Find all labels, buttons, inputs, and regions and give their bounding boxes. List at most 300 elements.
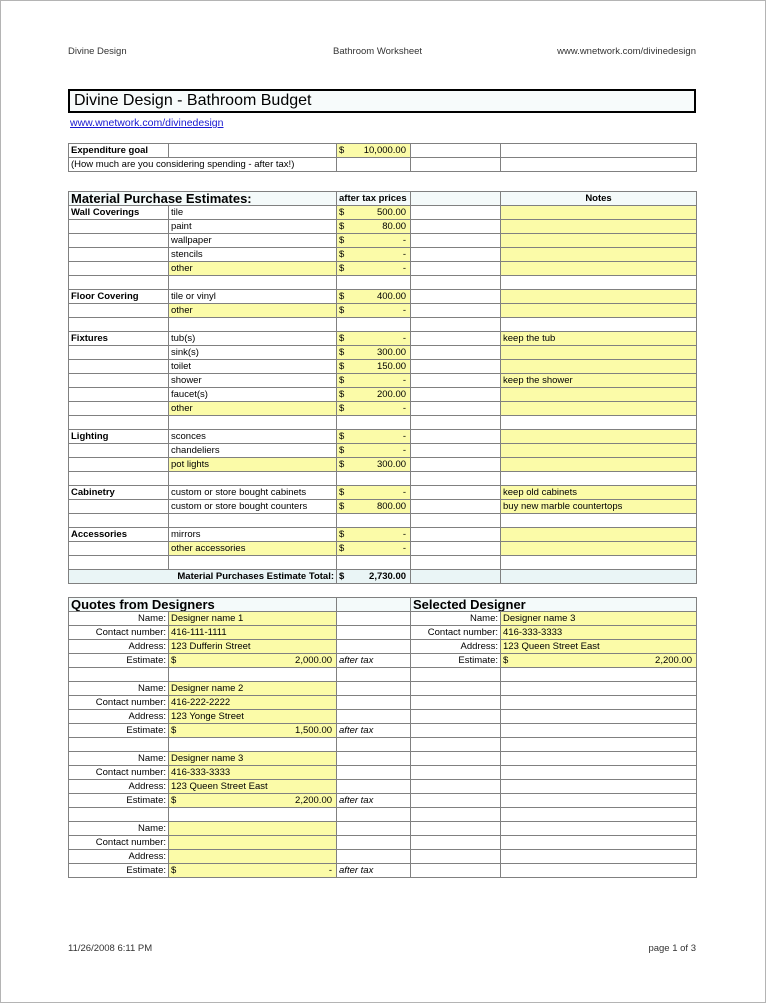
material-item[interactable]: chandeliers bbox=[169, 444, 337, 458]
material-item[interactable]: custom or store bought counters bbox=[169, 500, 337, 514]
material-note[interactable]: keep old cabinets bbox=[501, 486, 697, 500]
material-category-blank bbox=[69, 388, 169, 402]
material-item[interactable]: toilet bbox=[169, 360, 337, 374]
selected-empty-cell bbox=[501, 780, 697, 794]
material-category-blank bbox=[69, 220, 169, 234]
material-price[interactable] bbox=[337, 528, 411, 542]
designer-spacer-row bbox=[69, 668, 697, 682]
currency-symbol: $ bbox=[339, 262, 345, 274]
material-item[interactable]: tile bbox=[169, 206, 337, 220]
material-price-amount: - bbox=[402, 374, 407, 386]
spacer-cell bbox=[411, 416, 501, 430]
selected-empty-cell bbox=[501, 710, 697, 724]
designer-field-row bbox=[69, 640, 697, 654]
material-category: Wall Coverings bbox=[69, 206, 169, 220]
designers-header-spacer bbox=[337, 598, 411, 612]
selected-empty-cell bbox=[501, 836, 697, 850]
designer-name-value[interactable] bbox=[169, 822, 337, 836]
material-item[interactable]: tub(s) bbox=[169, 332, 337, 346]
currency-symbol: $ bbox=[171, 794, 177, 806]
material-note[interactable] bbox=[501, 346, 697, 360]
material-price-amount: 400.00 bbox=[376, 290, 407, 302]
designer-address-value[interactable]: 123 Dufferin Street bbox=[169, 640, 337, 654]
spacer-cell bbox=[169, 276, 337, 290]
material-price[interactable] bbox=[337, 262, 411, 276]
designers-mid-spacer bbox=[337, 836, 411, 850]
designer-field-row bbox=[69, 724, 697, 738]
notes-column-header: Notes bbox=[501, 192, 697, 206]
spacer-cell bbox=[69, 472, 169, 486]
designer-name-label: Name: bbox=[69, 612, 169, 626]
material-category-blank bbox=[69, 360, 169, 374]
expenditure-goal-amount: 10,000.00 bbox=[363, 144, 406, 156]
currency-symbol: $ bbox=[339, 458, 345, 470]
material-price[interactable] bbox=[337, 360, 411, 374]
material-category-blank bbox=[69, 346, 169, 360]
designer-contact-value[interactable]: 416-333-3333 bbox=[169, 766, 337, 780]
material-price[interactable] bbox=[337, 248, 411, 262]
material-total-spacer-2 bbox=[501, 570, 697, 584]
material-price[interactable] bbox=[337, 402, 411, 416]
currency-symbol: $ bbox=[339, 528, 345, 540]
after-tax-label: after tax bbox=[337, 864, 411, 878]
designer-field-row bbox=[69, 612, 697, 626]
currency-symbol: $ bbox=[171, 724, 177, 736]
material-row bbox=[69, 304, 697, 318]
material-item[interactable]: other accessories bbox=[169, 542, 337, 556]
designer-contact-value[interactable]: 416-222-2222 bbox=[169, 696, 337, 710]
designers-mid-spacer bbox=[337, 766, 411, 780]
designer-estimate-label: Estimate: bbox=[69, 794, 169, 808]
material-category-blank bbox=[69, 304, 169, 318]
designer-estimate-value-amount: - bbox=[328, 864, 333, 876]
material-category: Fixtures bbox=[69, 332, 169, 346]
material-price-amount: 300.00 bbox=[376, 346, 407, 358]
material-row bbox=[69, 402, 697, 416]
material-spacer bbox=[411, 248, 501, 262]
designer-field-row bbox=[69, 654, 697, 668]
material-price[interactable] bbox=[337, 542, 411, 556]
after-tax-label: after tax bbox=[337, 794, 411, 808]
selected-designer-title: Selected Designer bbox=[411, 598, 697, 612]
selected-empty-cell bbox=[411, 724, 501, 738]
designer-spacer-row bbox=[69, 738, 697, 752]
page-title bbox=[68, 89, 696, 113]
designer-estimate-label: Estimate: bbox=[69, 654, 169, 668]
designer-contact-label: Contact number: bbox=[69, 836, 169, 850]
currency-symbol: $ bbox=[339, 374, 345, 386]
selected-estimate-value-amount: 2,200.00 bbox=[655, 654, 693, 666]
designers-mid-spacer bbox=[337, 822, 411, 836]
material-price-amount: - bbox=[402, 304, 407, 316]
designer-estimate-value[interactable] bbox=[169, 794, 337, 808]
material-price-amount: - bbox=[402, 262, 407, 274]
material-spacer-row bbox=[69, 472, 697, 486]
material-item[interactable]: paint bbox=[169, 220, 337, 234]
selected-empty-cell bbox=[411, 836, 501, 850]
designer-field-row bbox=[69, 626, 697, 640]
spacer-cell bbox=[411, 318, 501, 332]
designers-mid-spacer bbox=[337, 710, 411, 724]
currency-symbol: $ bbox=[339, 486, 345, 498]
designer-address-label: Address: bbox=[69, 780, 169, 794]
material-row bbox=[69, 500, 697, 514]
designer-address-value[interactable]: 123 Yonge Street bbox=[169, 710, 337, 724]
designer-field-row bbox=[69, 766, 697, 780]
currency-symbol: $ bbox=[339, 346, 345, 358]
material-category-blank bbox=[69, 444, 169, 458]
designer-name-value[interactable]: Designer name 2 bbox=[169, 682, 337, 696]
designer-contact-label: Contact number: bbox=[69, 626, 169, 640]
designers-mid-spacer bbox=[337, 612, 411, 626]
table-row bbox=[69, 144, 697, 158]
material-spacer bbox=[411, 220, 501, 234]
designer-address-value[interactable]: 123 Queen Street East bbox=[169, 780, 337, 794]
spacer-cell bbox=[69, 668, 169, 682]
designer-estimate-value-amount: 1,500.00 bbox=[295, 724, 333, 736]
material-note[interactable] bbox=[501, 262, 697, 276]
expenditure-goal-label: Expenditure goal bbox=[69, 144, 169, 158]
spacer-cell bbox=[411, 276, 501, 290]
material-price[interactable] bbox=[337, 220, 411, 234]
material-price[interactable] bbox=[337, 388, 411, 402]
selected-address-value[interactable]: 123 Queen Street East bbox=[501, 640, 697, 654]
material-category-blank bbox=[69, 500, 169, 514]
currency-symbol: $ bbox=[339, 304, 345, 316]
material-item[interactable]: custom or store bought cabinets bbox=[169, 486, 337, 500]
material-price-amount: - bbox=[402, 402, 407, 414]
material-spacer bbox=[411, 444, 501, 458]
designers-mid-spacer bbox=[337, 682, 411, 696]
designer-field-row bbox=[69, 752, 697, 766]
selected-empty-cell bbox=[411, 766, 501, 780]
spacer-cell bbox=[411, 472, 501, 486]
material-spacer-row bbox=[69, 318, 697, 332]
currency-symbol: $ bbox=[339, 542, 345, 554]
designer-name-label: Name: bbox=[69, 752, 169, 766]
material-spacer bbox=[411, 360, 501, 374]
selected-empty-cell bbox=[501, 822, 697, 836]
material-spacer bbox=[411, 234, 501, 248]
spacer-cell bbox=[69, 318, 169, 332]
designer-address-label: Address: bbox=[69, 710, 169, 724]
spacer-cell bbox=[69, 738, 169, 752]
material-price[interactable] bbox=[337, 430, 411, 444]
selected-empty-cell bbox=[411, 850, 501, 864]
spacer-cell bbox=[69, 416, 169, 430]
material-note[interactable]: keep the tub bbox=[501, 332, 697, 346]
selected-estimate-label: Estimate: bbox=[411, 654, 501, 668]
spacer-cell bbox=[501, 808, 697, 822]
material-spacer bbox=[411, 346, 501, 360]
designer-estimate-value[interactable] bbox=[169, 654, 337, 668]
designers-mid-spacer bbox=[337, 640, 411, 654]
material-note[interactable] bbox=[501, 248, 697, 262]
selected-estimate-value[interactable] bbox=[501, 654, 697, 668]
spacer-cell bbox=[411, 738, 501, 752]
material-price-amount: 300.00 bbox=[376, 458, 407, 470]
designers-table bbox=[68, 597, 697, 878]
print-header-middle: Bathroom Worksheet bbox=[333, 46, 423, 57]
selected-empty-cell bbox=[411, 822, 501, 836]
currency-symbol: $ bbox=[339, 430, 345, 442]
expenditure-empty-cell-4 bbox=[411, 158, 501, 172]
material-spacer bbox=[411, 206, 501, 220]
material-note[interactable] bbox=[501, 388, 697, 402]
currency-symbol: $ bbox=[339, 570, 345, 582]
designer-estimate-value[interactable] bbox=[169, 864, 337, 878]
material-total-spacer bbox=[411, 570, 501, 584]
selected-empty-cell bbox=[501, 766, 697, 780]
designer-field-row bbox=[69, 822, 697, 836]
material-price[interactable] bbox=[337, 304, 411, 318]
material-total-label: Material Purchases Estimate Total: bbox=[69, 570, 337, 584]
currency-symbol: $ bbox=[339, 444, 345, 456]
material-spacer-row bbox=[69, 556, 697, 570]
spacer-cell bbox=[69, 514, 169, 528]
spacer-cell bbox=[337, 276, 411, 290]
spacer-cell bbox=[169, 738, 337, 752]
spacer-cell bbox=[501, 668, 697, 682]
material-note[interactable]: keep the shower bbox=[501, 374, 697, 388]
print-header bbox=[68, 46, 696, 57]
designer-contact-value[interactable] bbox=[169, 836, 337, 850]
selected-contact-value[interactable]: 416-333-3333 bbox=[501, 626, 697, 640]
material-note[interactable] bbox=[501, 444, 697, 458]
designer-name-label: Name: bbox=[69, 822, 169, 836]
expenditure-goal-value-cell[interactable] bbox=[337, 144, 411, 158]
material-spacer bbox=[411, 262, 501, 276]
designer-name-value[interactable]: Designer name 3 bbox=[169, 752, 337, 766]
material-row bbox=[69, 206, 697, 220]
material-item[interactable]: tile or vinyl bbox=[169, 290, 337, 304]
material-item[interactable]: shower bbox=[169, 374, 337, 388]
expenditure-goal-spacer bbox=[169, 144, 337, 158]
material-price-amount: - bbox=[402, 234, 407, 246]
spacer-cell bbox=[411, 556, 501, 570]
material-total-amount bbox=[337, 570, 411, 584]
spacer-cell bbox=[337, 472, 411, 486]
selected-empty-cell bbox=[501, 682, 697, 696]
material-spacer bbox=[411, 374, 501, 388]
material-row bbox=[69, 346, 697, 360]
material-category-blank bbox=[69, 542, 169, 556]
material-row bbox=[69, 234, 697, 248]
material-title: Material Purchase Estimates: bbox=[69, 192, 337, 206]
designer-name-value[interactable]: Designer name 1 bbox=[169, 612, 337, 626]
material-price[interactable] bbox=[337, 290, 411, 304]
print-header-right: www.wnetwork.com/divinedesign bbox=[557, 46, 696, 57]
material-price[interactable] bbox=[337, 486, 411, 500]
material-price-amount: 80.00 bbox=[382, 220, 407, 232]
designer-contact-label: Contact number: bbox=[69, 696, 169, 710]
designers-mid-spacer bbox=[337, 850, 411, 864]
print-footer bbox=[68, 943, 696, 954]
material-price-amount: - bbox=[402, 332, 407, 344]
designer-field-row bbox=[69, 850, 697, 864]
material-row bbox=[69, 290, 697, 304]
material-spacer bbox=[411, 500, 501, 514]
price-column-header-spacer bbox=[411, 192, 501, 206]
material-spacer bbox=[411, 388, 501, 402]
designer-contact-label: Contact number: bbox=[69, 766, 169, 780]
material-item[interactable]: other bbox=[169, 262, 337, 276]
material-row bbox=[69, 458, 697, 472]
material-estimates-table bbox=[68, 191, 697, 584]
material-item[interactable]: sink(s) bbox=[169, 346, 337, 360]
designer-estimate-value[interactable] bbox=[169, 724, 337, 738]
material-note[interactable] bbox=[501, 304, 697, 318]
currency-symbol: $ bbox=[339, 220, 345, 232]
print-header-left: Divine Design bbox=[68, 46, 127, 57]
currency-symbol: $ bbox=[171, 864, 177, 876]
spacer-cell bbox=[501, 416, 697, 430]
designer-contact-value[interactable]: 416-111-1111 bbox=[169, 626, 337, 640]
material-row bbox=[69, 220, 697, 234]
material-row bbox=[69, 360, 697, 374]
material-price-amount: - bbox=[402, 444, 407, 456]
material-item[interactable]: other bbox=[169, 304, 337, 318]
currency-symbol: $ bbox=[339, 144, 345, 156]
spacer-cell bbox=[501, 318, 697, 332]
material-price-amount: - bbox=[402, 528, 407, 540]
material-row bbox=[69, 248, 697, 262]
spacer-cell bbox=[501, 514, 697, 528]
material-price[interactable] bbox=[337, 500, 411, 514]
designers-mid-spacer bbox=[337, 626, 411, 640]
spacer-cell bbox=[337, 318, 411, 332]
material-category-blank bbox=[69, 458, 169, 472]
material-note[interactable] bbox=[501, 220, 697, 234]
material-item[interactable]: other bbox=[169, 402, 337, 416]
designer-spacer-row bbox=[69, 808, 697, 822]
designer-address-label: Address: bbox=[69, 850, 169, 864]
selected-empty-cell bbox=[411, 864, 501, 878]
spacer-cell bbox=[169, 318, 337, 332]
selected-empty-cell bbox=[411, 794, 501, 808]
selected-contact-label: Contact number: bbox=[411, 626, 501, 640]
material-note[interactable]: buy new marble countertops bbox=[501, 500, 697, 514]
designer-field-row bbox=[69, 836, 697, 850]
material-category: Floor Covering bbox=[69, 290, 169, 304]
spacer-cell bbox=[69, 808, 169, 822]
spacer-cell bbox=[501, 276, 697, 290]
spacer-cell bbox=[169, 514, 337, 528]
material-note[interactable] bbox=[501, 290, 697, 304]
material-item[interactable]: stencils bbox=[169, 248, 337, 262]
material-price[interactable] bbox=[337, 234, 411, 248]
after-tax-label: after tax bbox=[337, 654, 411, 668]
material-note[interactable] bbox=[501, 234, 697, 248]
expenditure-goal-note: (How much are you considering spending - after tax!) bbox=[69, 158, 337, 172]
spacer-cell bbox=[337, 668, 411, 682]
spacer-cell bbox=[69, 276, 169, 290]
material-note[interactable] bbox=[501, 430, 697, 444]
table-row bbox=[69, 158, 697, 172]
material-price-amount: 150.00 bbox=[376, 360, 407, 372]
material-item[interactable]: pot lights bbox=[169, 458, 337, 472]
material-price-amount: 500.00 bbox=[376, 206, 407, 218]
material-note[interactable] bbox=[501, 360, 697, 374]
material-category-blank bbox=[69, 262, 169, 276]
page-title-text: Divine Design - Bathroom Budget bbox=[74, 92, 312, 109]
spacer-cell bbox=[169, 416, 337, 430]
designer-field-row bbox=[69, 780, 697, 794]
designer-field-row bbox=[69, 682, 697, 696]
selected-empty-cell bbox=[411, 780, 501, 794]
selected-empty-cell bbox=[411, 752, 501, 766]
designer-estimate-label: Estimate: bbox=[69, 724, 169, 738]
material-note[interactable] bbox=[501, 542, 697, 556]
material-row bbox=[69, 430, 697, 444]
expenditure-empty-cell-3 bbox=[337, 158, 411, 172]
material-note[interactable] bbox=[501, 402, 697, 416]
material-item[interactable]: mirrors bbox=[169, 528, 337, 542]
spacer-cell bbox=[337, 556, 411, 570]
material-category-blank bbox=[69, 248, 169, 262]
spacer-cell bbox=[337, 808, 411, 822]
designer-estimate-value-amount: 2,200.00 bbox=[295, 794, 333, 806]
selected-empty-cell bbox=[501, 752, 697, 766]
spacer-cell bbox=[169, 556, 337, 570]
expenditure-goal-table bbox=[68, 143, 697, 172]
material-price[interactable] bbox=[337, 458, 411, 472]
quotes-title: Quotes from Designers bbox=[69, 598, 337, 612]
material-note[interactable] bbox=[501, 206, 697, 220]
material-price[interactable] bbox=[337, 332, 411, 346]
material-spacer bbox=[411, 402, 501, 416]
material-item[interactable]: wallpaper bbox=[169, 234, 337, 248]
material-item[interactable]: sconces bbox=[169, 430, 337, 444]
material-price[interactable] bbox=[337, 346, 411, 360]
selected-address-label: Address: bbox=[411, 640, 501, 654]
spacer-cell bbox=[337, 514, 411, 528]
spacer-cell bbox=[501, 472, 697, 486]
currency-symbol: $ bbox=[339, 234, 345, 246]
material-row bbox=[69, 486, 697, 500]
selected-name-label: Name: bbox=[411, 612, 501, 626]
currency-symbol: $ bbox=[339, 500, 345, 512]
material-price[interactable] bbox=[337, 206, 411, 220]
spacer-cell bbox=[411, 668, 501, 682]
designer-address-label: Address: bbox=[69, 640, 169, 654]
material-category-blank bbox=[69, 374, 169, 388]
material-price[interactable] bbox=[337, 444, 411, 458]
spacer-cell bbox=[169, 668, 337, 682]
selected-name-value[interactable]: Designer name 3 bbox=[501, 612, 697, 626]
after-tax-label: after tax bbox=[337, 724, 411, 738]
designer-address-value[interactable] bbox=[169, 850, 337, 864]
expenditure-empty-cell-2 bbox=[501, 144, 697, 158]
expenditure-empty-cell-1 bbox=[411, 144, 501, 158]
material-price[interactable] bbox=[337, 374, 411, 388]
material-note[interactable] bbox=[501, 528, 697, 542]
material-total-amount-amount: 2,730.00 bbox=[369, 570, 407, 582]
material-row bbox=[69, 388, 697, 402]
designer-field-row bbox=[69, 794, 697, 808]
website-link[interactable]: www.wnetwork.com/divinedesign bbox=[70, 117, 224, 129]
designer-field-row bbox=[69, 864, 697, 878]
material-row bbox=[69, 528, 697, 542]
material-note[interactable] bbox=[501, 458, 697, 472]
designers-mid-spacer bbox=[337, 696, 411, 710]
designer-estimate-value-amount: 2,000.00 bbox=[295, 654, 333, 666]
material-row bbox=[69, 332, 697, 346]
spacer-cell bbox=[411, 808, 501, 822]
material-row bbox=[69, 374, 697, 388]
material-item[interactable]: faucet(s) bbox=[169, 388, 337, 402]
material-price-amount: 200.00 bbox=[376, 388, 407, 400]
